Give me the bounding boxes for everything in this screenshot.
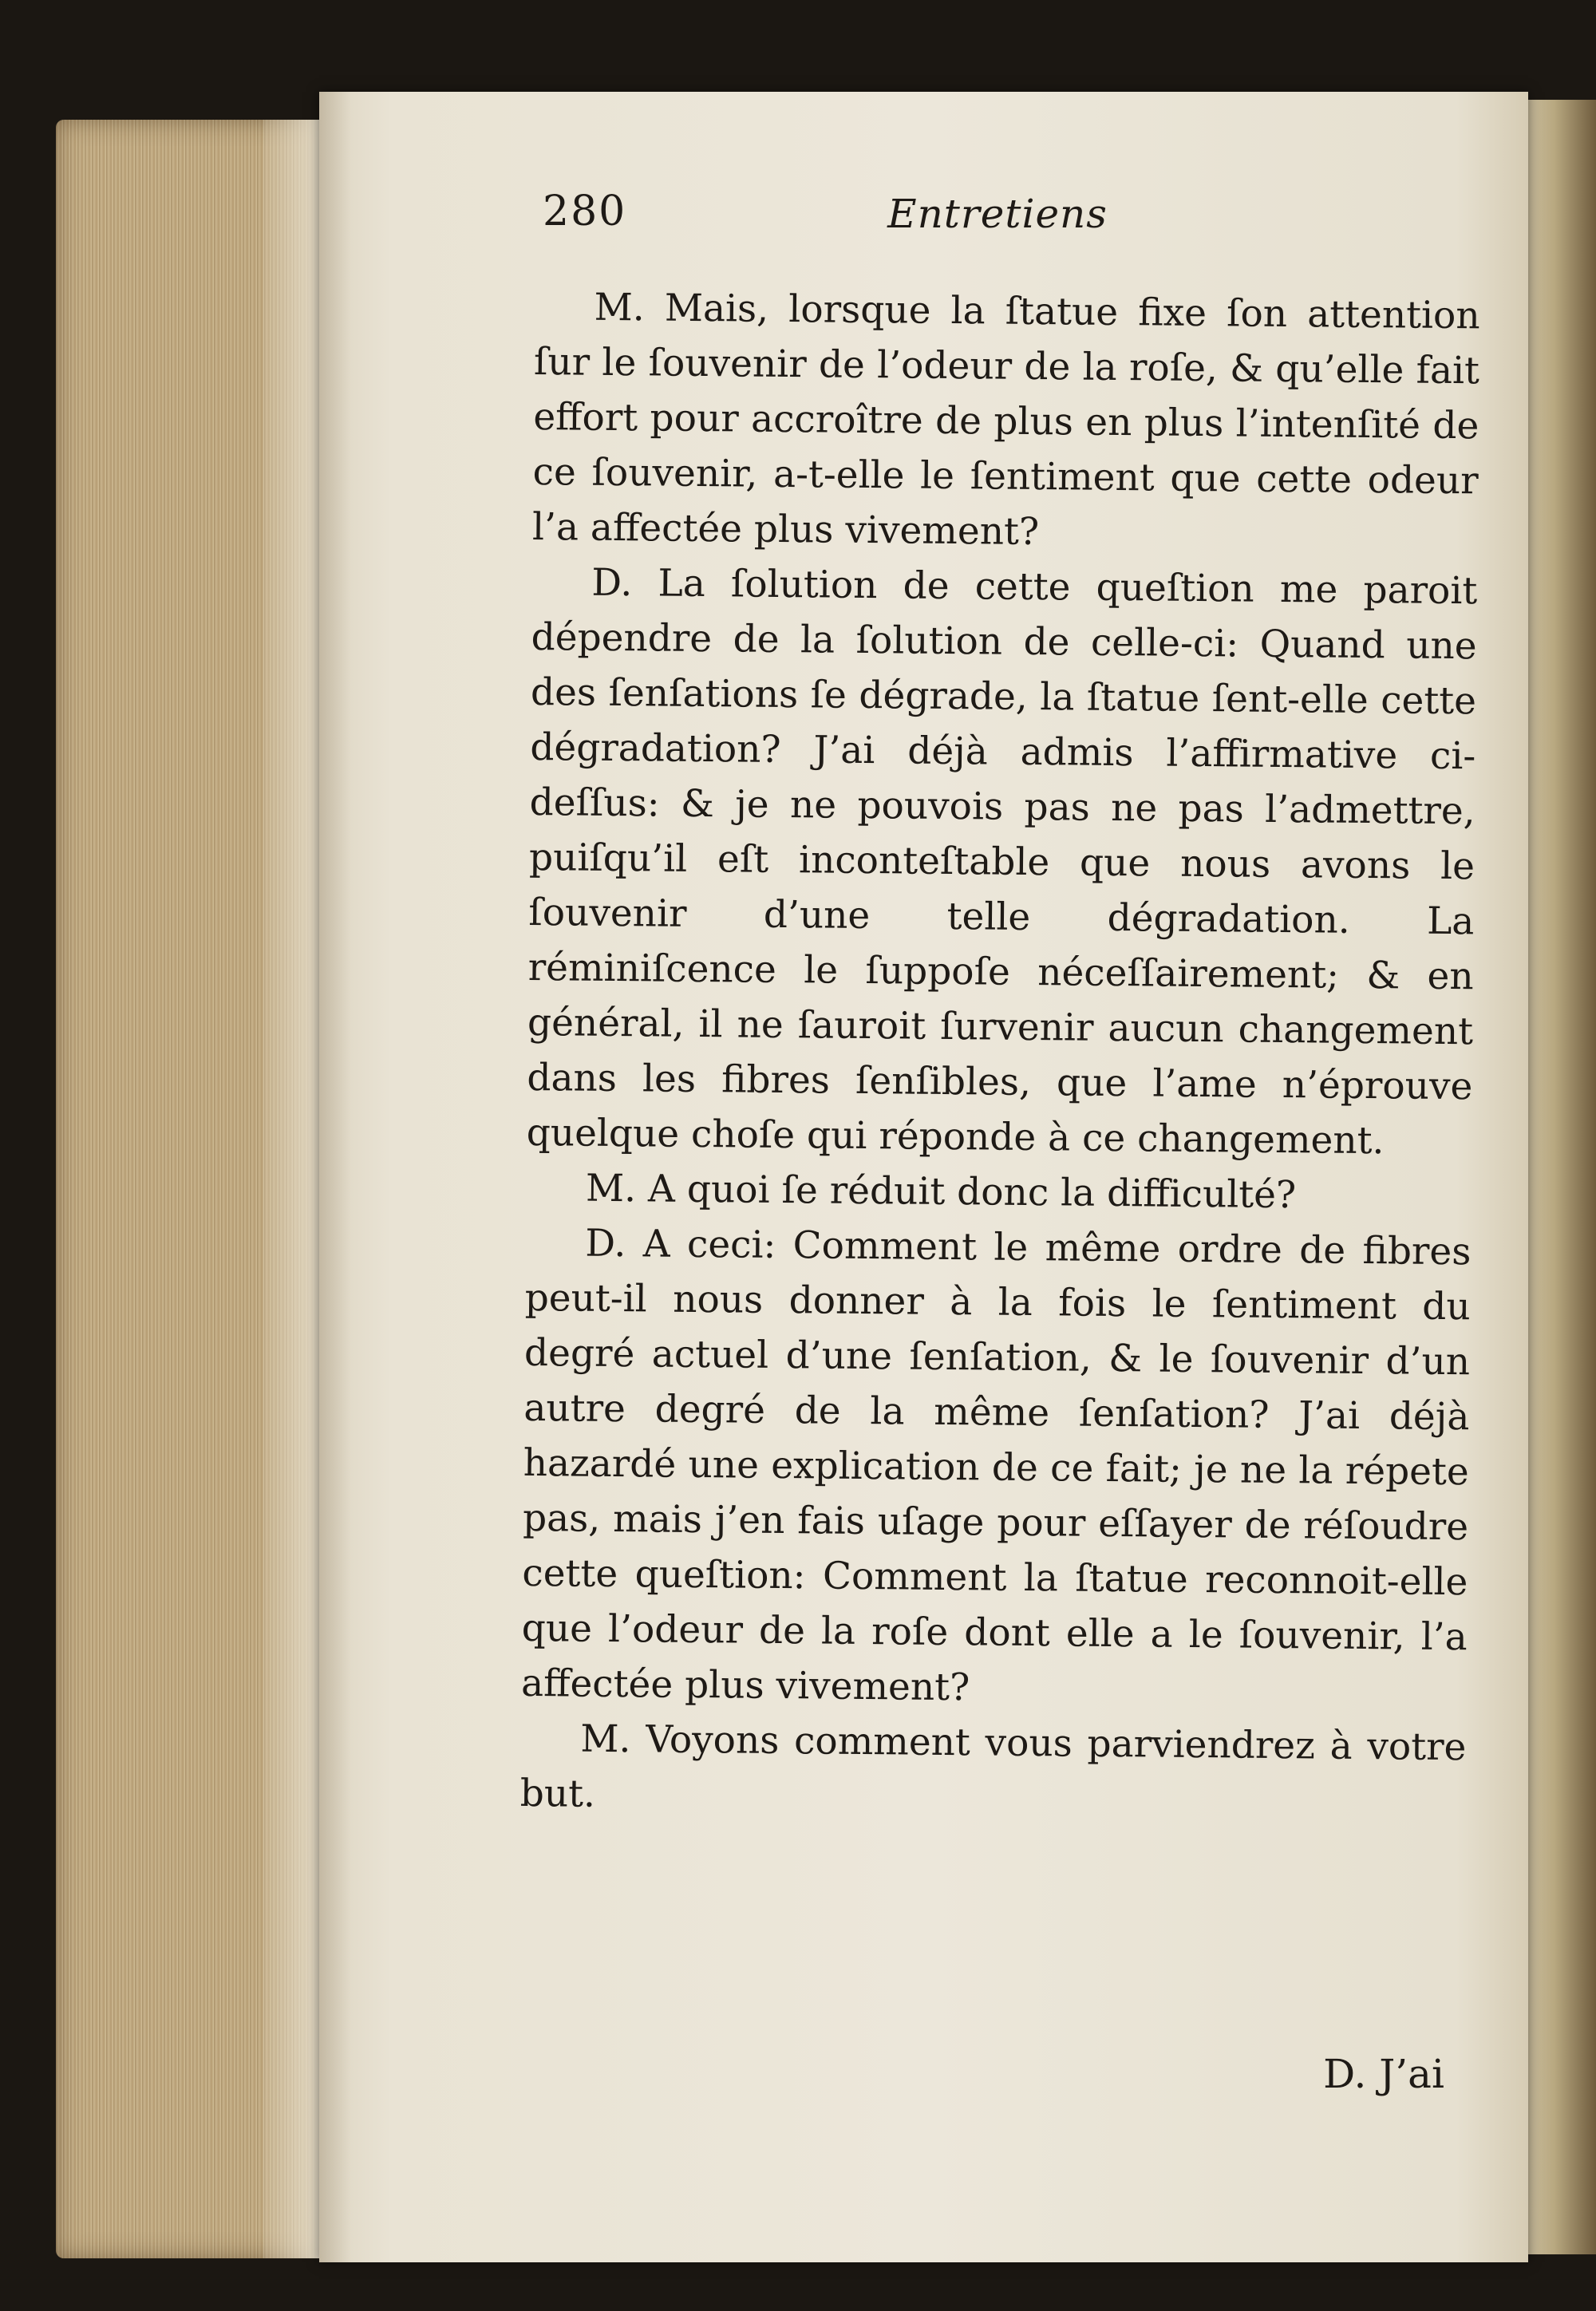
facing-page-edge [1520, 100, 1596, 2254]
body-text [519, 279, 1479, 1830]
page-number: 280 [543, 188, 627, 235]
paragraph: M. Voyons comment vous parviendrez à votre but. [519, 1716, 1467, 1816]
paragraph: M. Mais, lorsque la ſtatue fixe ſon attention ſur le ſouvenir de l’odeur de la roſe, & qu’elle fait effort pour accroître de plus en plus l’intenſité de ce ſouvenir, a-t-elle le ſentiment que cette odeur l’a affectée plus vivement? [531, 285, 1480, 555]
book-page [319, 92, 1528, 2262]
catchword: D. J’ai [1323, 2051, 1444, 2097]
page-block-edge [56, 120, 327, 2258]
paragraph: D. La ſolution de cette queſtion me paroit dépendre de la ſolution de celle-ci: Quand une des ſenſations ſe dégrade, la ſtatue ſent-elle cette dégradation? J’ai déjà admis l’affirmative ci-deſſus: & je ne pouvois pas ne pas l’admettre, puiſqu’il eſt inconteſtable que nous avons le ſouvenir d’une telle dégradation. La réminiſcence le ſuppoſe néceſſairement; & en général, il ne ſauroit ſurvenir aucun changement dans les fibres ſenſibles, que l’ame n’éprouve quelque choſe qui réponde à ce changement. [526, 560, 1478, 1163]
paragraph: D. A ceci: Comment le même ordre de fibres peut-il nous donner à la fois le ſentiment du degré actuel d’une ſenſation, & le ſouvenir d’un autre degré de la même ſenſation? J’ai déjà hazardé une explication de ce fait; je ne la répete pas, mais j’en fais uſage pour eſſayer de réſoudre cette queſtion: Comment la ſtatue reconnoit-elle que l’odeur de la roſe dont elle a le ſouvenir, l’a affectée plus vivement? [520, 1221, 1472, 1710]
paragraph: M. A quoi ſe réduit donc la difficulté? [585, 1166, 1297, 1218]
running-head [543, 188, 1452, 259]
running-head-title: Entretiens [887, 191, 1108, 237]
